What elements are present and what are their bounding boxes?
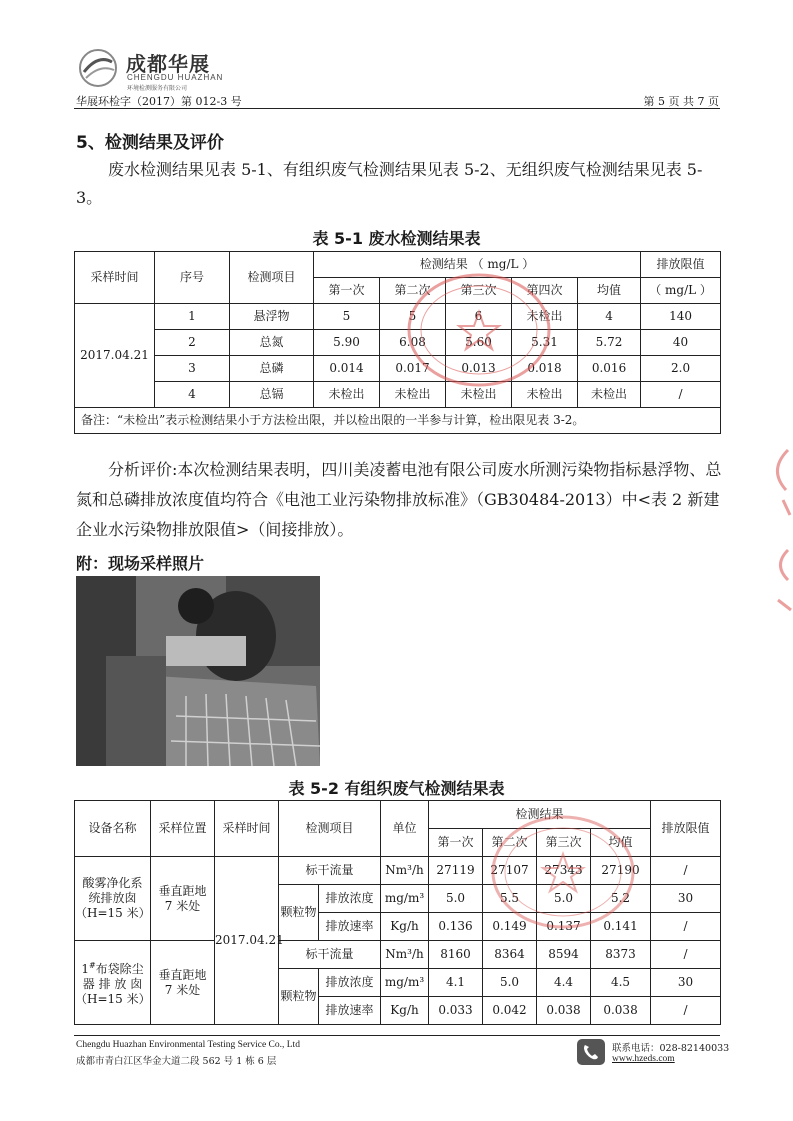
cell: 8160 (429, 941, 483, 969)
t1-header-item: 检测项目 (230, 252, 314, 304)
cell: 5.90 (314, 330, 380, 356)
t2-header-r1: 第一次 (429, 829, 483, 857)
footer-company-en: Chengdu Huazhan Environmental Testing Service Co., Ltd (76, 1040, 300, 1050)
t2-header-r2: 第二次 (483, 829, 537, 857)
device-number-sup: # (88, 961, 96, 970)
cell: 未检出 (578, 382, 641, 408)
t2-header-r3: 第三次 (537, 829, 591, 857)
annex-title: 附：现场采样照片 (76, 554, 205, 573)
cell: mg/m³ (381, 885, 429, 913)
cell: 0.013 (446, 356, 512, 382)
table-row (75, 356, 721, 382)
cell: 排放浓度 (319, 885, 381, 913)
cell: 8373 (591, 941, 651, 969)
cell: 0.014 (314, 356, 380, 382)
cell: 27190 (591, 857, 651, 885)
table-row (75, 330, 721, 356)
cell: 总氮 (230, 330, 314, 356)
t1-header-r1: 第一次 (314, 278, 380, 304)
cell: 8364 (483, 941, 537, 969)
cell: 4 (578, 304, 641, 330)
device-name-line: 酸雾净化系 (82, 876, 143, 890)
device-name-line: 器 排 放 囱 (82, 977, 143, 991)
cell: / (651, 997, 721, 1025)
footer-website-link[interactable]: www.hzeds.com (612, 1054, 675, 1064)
t1-header-time: 采样时间 (75, 252, 155, 304)
cell: 140 (641, 304, 721, 330)
cell: 6 (446, 304, 512, 330)
seal-stamp-icon (404, 270, 554, 390)
cell: 0.017 (380, 356, 446, 382)
table-row (75, 304, 721, 330)
cell: 0.018 (512, 356, 578, 382)
cell: 未检出 (380, 382, 446, 408)
cell: 未检出 (512, 304, 578, 330)
t2-particulate-1: 颗粒物 (279, 885, 319, 941)
t2-device2-name (75, 941, 151, 1025)
cell: 排放速率 (319, 913, 381, 941)
cell: 悬浮物 (230, 304, 314, 330)
cell: 30 (651, 969, 721, 997)
t2-device1-location (151, 857, 215, 941)
cell: 3 (155, 356, 230, 382)
cell: 0.136 (429, 913, 483, 941)
cell: 27119 (429, 857, 483, 885)
company-logo-icon (78, 48, 118, 88)
logo-en-text: CHENGDU HUAZHAN (127, 73, 224, 82)
cell: 5.72 (578, 330, 641, 356)
seam-stamp-icon (758, 440, 793, 620)
cell: 5.0 (537, 885, 591, 913)
cell: 0.038 (591, 997, 651, 1025)
cell: 4 (155, 382, 230, 408)
cell: 排放浓度 (319, 969, 381, 997)
cell: 4.4 (537, 969, 591, 997)
cell: 2 (155, 330, 230, 356)
cell: / (641, 382, 721, 408)
t1-header-r3: 第三次 (446, 278, 512, 304)
cell: 2.0 (641, 356, 721, 382)
phone-icon (576, 1038, 606, 1066)
t2-device2-location (151, 941, 215, 1025)
cell: 未检出 (512, 382, 578, 408)
cell: 4.1 (429, 969, 483, 997)
cell: / (651, 857, 721, 885)
header-divider (74, 108, 720, 109)
device-name-text: 布袋除尘 (95, 962, 144, 976)
t1-header-seq: 序号 (155, 252, 230, 304)
cell: 5.31 (512, 330, 578, 356)
cell: 6.08 (380, 330, 446, 356)
cell: 40 (641, 330, 721, 356)
cell: / (651, 913, 721, 941)
footer-address: 成都市青白江区华金大道二段 562 号 1 栋 6 层 (76, 1056, 277, 1067)
cell: 0.033 (429, 997, 483, 1025)
section-heading: 5、检测结果及评价 (76, 133, 224, 153)
t2-header-item: 检测项目 (279, 801, 381, 857)
cell: Kg/h (381, 997, 429, 1025)
location-line: 垂直距地 (158, 967, 207, 982)
t1-header-limit: 排放限值 (641, 252, 721, 278)
cell: 5.0 (483, 969, 537, 997)
device-name-line: （H=15 米） (75, 906, 151, 920)
cell: 5.5 (483, 885, 537, 913)
cell: 0.141 (591, 913, 651, 941)
cell: 5.60 (446, 330, 512, 356)
logo-cn-text: 成都华展 (126, 52, 210, 76)
cell: 排放速率 (319, 997, 381, 1025)
t2-header-device: 设备名称 (75, 801, 151, 857)
cell: 27107 (483, 857, 537, 885)
t1-note: 备注：“未检出”表示检测结果小于方法检出限，并以检出限的一半参与计算，检出限见表 3-2。 (75, 408, 721, 434)
device-name-line (75, 958, 150, 977)
t1-date: 2017.04.21 (75, 304, 155, 408)
cell: mg/m³ (381, 969, 429, 997)
t1-header-r4: 第四次 (512, 278, 578, 304)
device-name-line: （H=15 米） (75, 992, 151, 1006)
table-row (75, 382, 721, 408)
cell: 4.5 (591, 969, 651, 997)
cell: 总镉 (230, 382, 314, 408)
cell: 未检出 (314, 382, 380, 408)
seal-stamp-icon (488, 812, 638, 932)
t2-device1-name (75, 857, 151, 941)
document-number: 华展环检字（2017）第 012-3 号 (76, 95, 242, 108)
cell: 标干流量 (279, 941, 381, 969)
device-number: 1 (81, 962, 89, 976)
sampling-photo-icon (76, 576, 320, 766)
wastewater-results-table (74, 251, 721, 434)
section-intro: 废水检测结果见表 5-1、有组织废气检测结果见表 5-2、无组织废气检测结果见表 5-3。 (76, 160, 703, 207)
cell: 8594 (537, 941, 591, 969)
table1-title: 表 5-1 废水检测结果表 (312, 229, 481, 248)
cell: 0.137 (537, 913, 591, 941)
footer-tel: 联系电话：028-82140033 (612, 1043, 730, 1054)
cell: Kg/h (381, 913, 429, 941)
cell: 5 (380, 304, 446, 330)
cell: Nm³/h (381, 941, 429, 969)
cell: 0.149 (483, 913, 537, 941)
t2-date: 2017.04.21 (215, 857, 279, 1025)
cell: 5 (314, 304, 380, 330)
t2-header-limit: 排放限值 (651, 801, 721, 857)
t2-header-location: 采样位置 (151, 801, 215, 857)
cell: 30 (651, 885, 721, 913)
location-line: 垂直距地 (158, 883, 207, 898)
t2-header-result-group: 检测结果 (429, 801, 651, 829)
location-line: 7 米处 (164, 982, 201, 997)
t2-header-unit: 单位 (381, 801, 429, 857)
cell: 未检出 (446, 382, 512, 408)
device-name-line: 统排放囱 (88, 891, 137, 905)
cell: 5.0 (429, 885, 483, 913)
page-number: 第 5 页 共 7 页 (643, 95, 719, 108)
footer-divider (74, 1035, 720, 1036)
table-row (75, 941, 721, 969)
cell: 27343 (537, 857, 591, 885)
cell: 1 (155, 304, 230, 330)
cell: 0.016 (578, 356, 641, 382)
logo-sub-text: 环境检测服务有限公司 (127, 85, 188, 92)
cell: 标干流量 (279, 857, 381, 885)
analysis-paragraph: 分析评价:本次检测结果表明，四川美凌蓄电池有限公司废水所测污染物指标悬浮物、总氮和总磷排放浓度值均符合《电池工业污染物排放标准》（GB30484-2013）中<表 2 新建企业水污染物排放限值>（间接排放）。 (76, 460, 722, 539)
cell: 总磷 (230, 356, 314, 382)
cell: Nm³/h (381, 857, 429, 885)
t2-particulate-2: 颗粒物 (279, 969, 319, 1025)
cell: 0.038 (537, 997, 591, 1025)
cell: 5.2 (591, 885, 651, 913)
cell: 0.042 (483, 997, 537, 1025)
t1-header-limit-unit: （ mg/L ） (641, 278, 721, 304)
t2-header-time: 采样时间 (215, 801, 279, 857)
t1-header-result-group: 检测结果 （ mg/L ） (314, 252, 641, 278)
t1-header-avg: 均值 (578, 278, 641, 304)
cell: / (651, 941, 721, 969)
table2-title: 表 5-2 有组织废气检测结果表 (288, 779, 505, 798)
location-line: 7 米处 (164, 898, 201, 913)
t1-header-r2: 第二次 (380, 278, 446, 304)
t2-header-avg: 均值 (591, 829, 651, 857)
